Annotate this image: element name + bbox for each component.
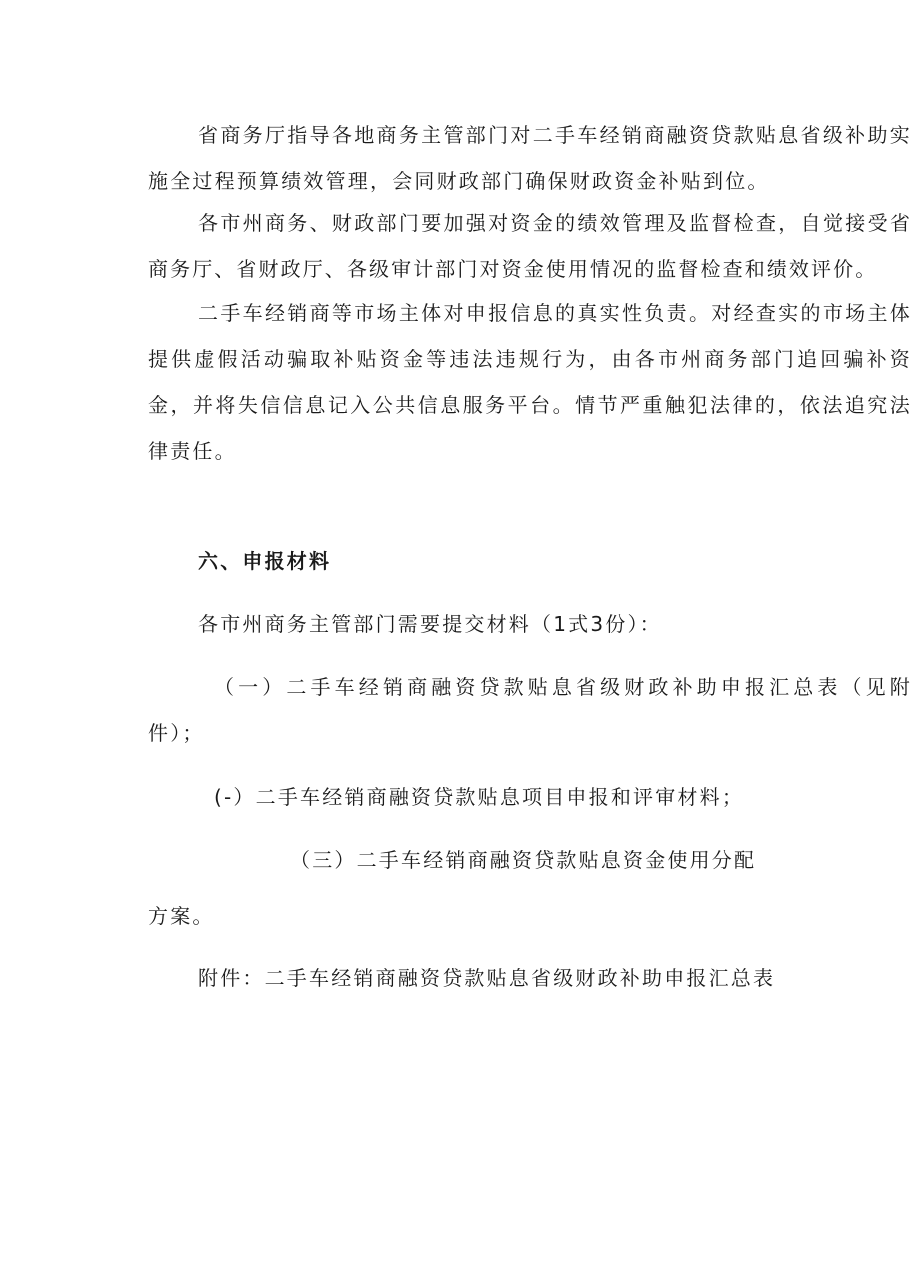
material-item-1: （一）二手车经销商融资贷款贴息省级财政补助申报汇总表（见附件）； [148,675,912,745]
paragraph-performance-management: 省商务厅指导各地商务主管部门对二手车经销商融资贷款贴息省级补助实施全过程预算绩效管理，会同财政部门确保财政资金补贴到位。 [148,123,912,193]
material-item-3-line2: 方案。 [148,904,215,928]
materials-intro: 各市州商务主管部门需要提交材料（1式3份）： [198,612,662,636]
attachment-line: 附件：二手车经销商融资贷款贴息省级财政补助申报汇总表 [198,966,776,990]
material-item-3-line1: （三）二手车经销商融资贷款贴息资金使用分配 [290,848,757,872]
material-item-2: (-）二手车经销商融资贷款贴息项目申报和评审材料； [214,785,745,809]
section-heading: 六、申报材料 [198,549,332,573]
paragraph-supervision: 各市州商务、财政部门要加强对资金的绩效管理及监督检查，自觉接受省商务厅、省财政厅、各级审计部门对资金使用情况的监督检查和绩效评价。 [148,211,912,281]
paragraph-responsibility: 二手车经销商等市场主体对申报信息的真实性负责。对经查实的市场主体提供虚假活动骗取补贴资金等违法违规行为，由各市州商务部门追回骗补资金，并将失信信息记入公共信息服务平台。情节严重触犯法律的，依法追究法律责任。 [148,301,912,463]
